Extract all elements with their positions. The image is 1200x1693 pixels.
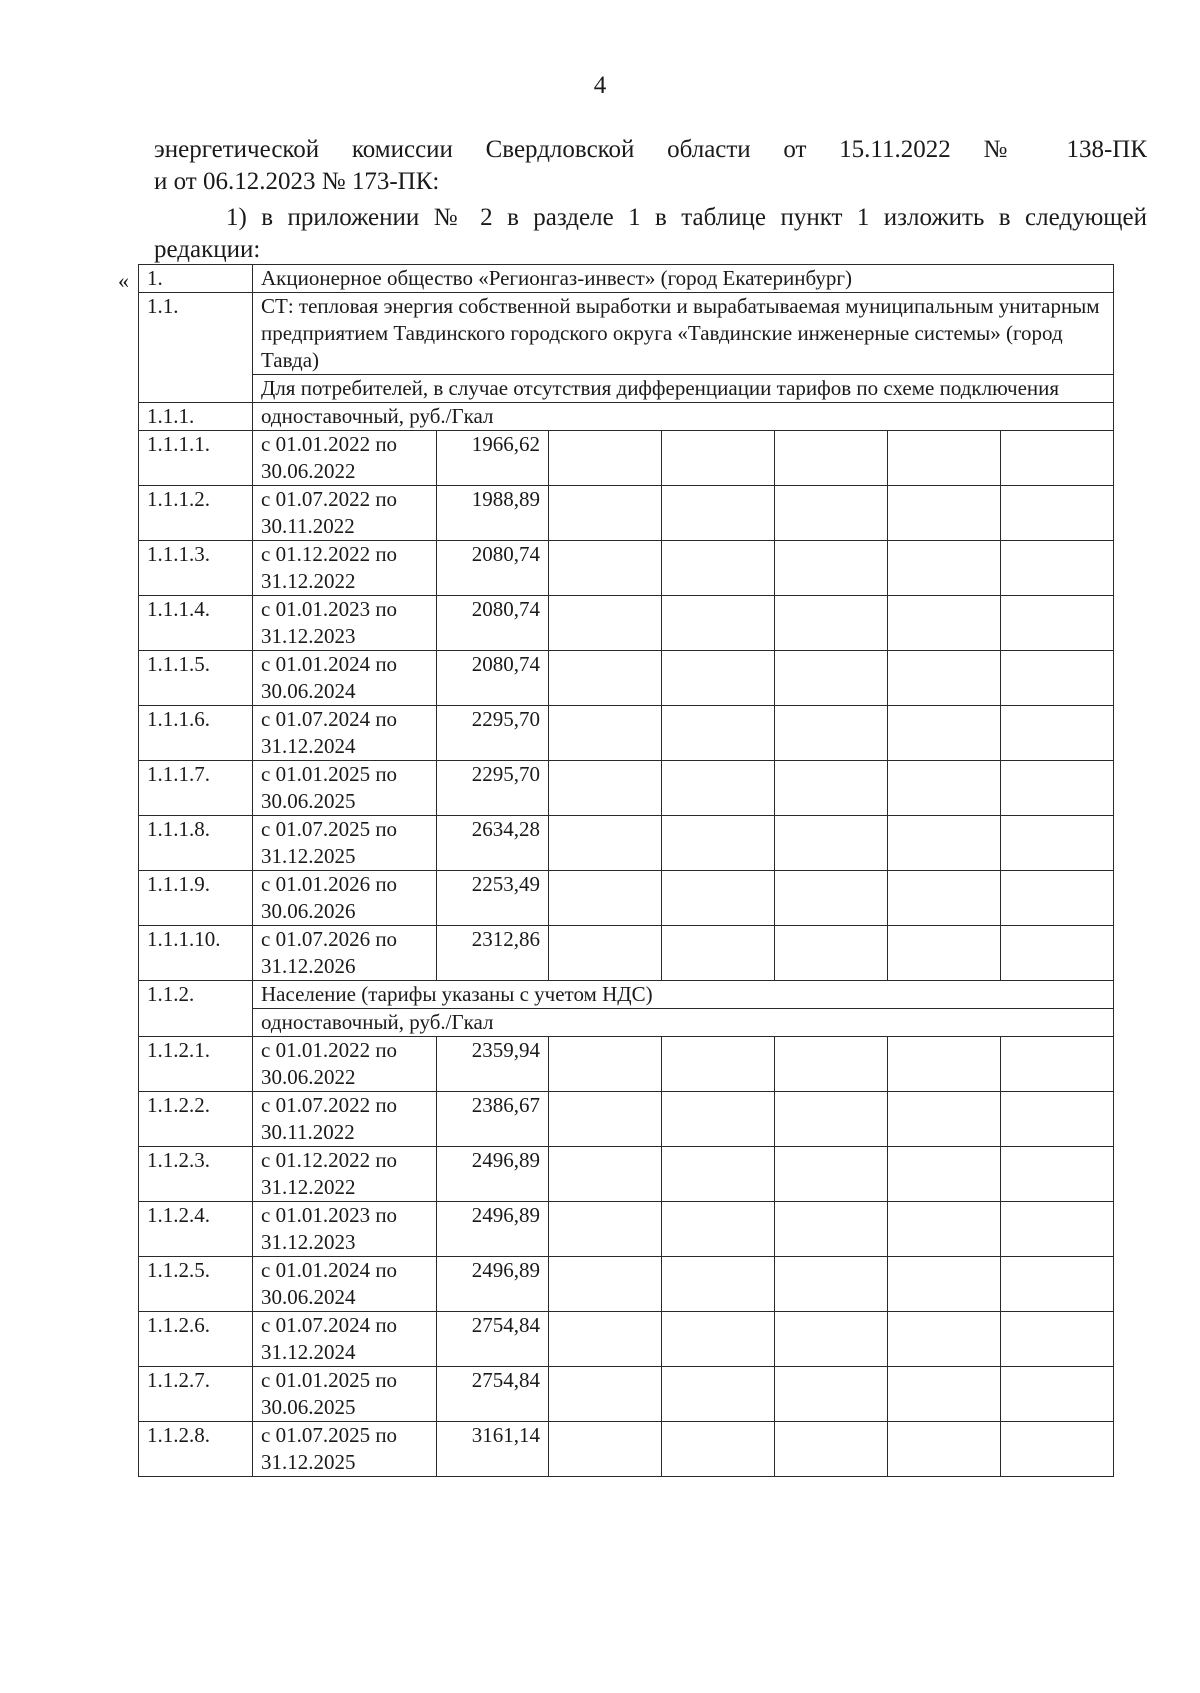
empty-cell [662,431,775,486]
empty-cell [1001,431,1114,486]
empty-cell [549,651,662,706]
empty-cell [775,926,888,981]
period: с 01.01.2025 по 30.06.2025 [253,1367,437,1422]
period: с 01.07.2022 по 30.11.2022 [253,486,437,541]
tariff-row [139,541,1114,596]
empty-cell [662,1257,775,1312]
empty-cell [888,1422,1001,1477]
row-number: 1.1.2.5. [139,1257,253,1312]
page-number: 4 [593,72,607,99]
intro-paragraph [154,134,1147,198]
empty-cell [888,1202,1001,1257]
tariff-row [139,1202,1114,1257]
empty-cell [775,871,888,926]
amendment-paragraph [154,202,1147,266]
empty-cell [1001,926,1114,981]
period: с 01.07.2024 по 31.12.2024 [253,706,437,761]
period: с 01.01.2024 по 30.06.2024 [253,651,437,706]
empty-cell [662,486,775,541]
tariff-value: 1966,62 [437,431,549,486]
empty-cell [1001,1092,1114,1147]
empty-cell [888,706,1001,761]
empty-cell [549,816,662,871]
empty-cell [1001,871,1114,926]
period: с 01.01.2022 по 30.06.2022 [253,1037,437,1092]
row-number: 1.1.1.4. [139,596,253,651]
tariff-value: 2080,74 [437,541,549,596]
tariff-value: 2496,89 [437,1202,549,1257]
tariff-row [139,926,1114,981]
empty-cell [1001,541,1114,596]
empty-cell [549,1257,662,1312]
empty-cell [549,1037,662,1092]
empty-cell [775,816,888,871]
opening-quote: « [118,268,129,293]
empty-cell [775,706,888,761]
empty-cell [549,431,662,486]
row-number: 1.1.2.1. [139,1037,253,1092]
period: с 01.01.2025 по 30.06.2025 [253,761,437,816]
empty-cell [888,1257,1001,1312]
empty-cell [662,1367,775,1422]
empty-cell [549,926,662,981]
empty-cell [1001,1147,1114,1202]
empty-cell [1001,1312,1114,1367]
empty-cell [888,1092,1001,1147]
empty-cell [775,1367,888,1422]
empty-cell [549,1147,662,1202]
period: с 01.12.2022 по 31.12.2022 [253,541,437,596]
tariff-value: 2754,84 [437,1367,549,1422]
row-number: 1.1.2.3. [139,1147,253,1202]
empty-cell [775,1312,888,1367]
empty-cell [888,486,1001,541]
rate-type-row [139,1009,1114,1037]
empty-cell [775,1092,888,1147]
tariff-value: 2295,70 [437,706,549,761]
row-number: 1.1.1.6. [139,706,253,761]
empty-cell [1001,816,1114,871]
tariff-value: 2359,94 [437,1037,549,1092]
empty-cell [775,1037,888,1092]
period: с 01.01.2023 по 31.12.2023 [253,596,437,651]
tariff-row [139,1147,1114,1202]
empty-cell [662,1147,775,1202]
empty-cell [888,651,1001,706]
tariff-value: 2634,28 [437,816,549,871]
service-description: СТ: тепловая энергия собственной выработки и вырабатываемая муниципальным унитарным предприятием Тавдинского городского округа «Тавдинские инженерные системы» (город Тавда) [253,293,1114,375]
row-number: 1. [139,265,253,293]
empty-cell [549,1367,662,1422]
tariff-row [139,706,1114,761]
period: с 01.07.2026 по 31.12.2026 [253,926,437,981]
consumers-row [139,375,1114,403]
tariff-value: 2253,49 [437,871,549,926]
tariff-row [139,1257,1114,1312]
row-number: 1.1.1.1. [139,431,253,486]
empty-cell [888,1367,1001,1422]
row-number: 1.1.1.10. [139,926,253,981]
period: с 01.12.2022 по 31.12.2022 [253,1147,437,1202]
row-number: 1.1.2.2. [139,1092,253,1147]
row-number: 1.1.1.5. [139,651,253,706]
row-number: 1.1. [139,293,253,403]
row-number: 1.1.1.3. [139,541,253,596]
empty-cell [888,1147,1001,1202]
org-row [139,265,1114,293]
empty-cell [1001,706,1114,761]
row-number: 1.1.2.7. [139,1367,253,1422]
empty-cell [1001,1257,1114,1312]
empty-cell [888,1037,1001,1092]
row-number: 1.1.2.6. [139,1312,253,1367]
period: с 01.01.2023 по 31.12.2023 [253,1202,437,1257]
tariff-row [139,651,1114,706]
tariff-value: 2312,86 [437,926,549,981]
population-description: Население (тарифы указаны с учетом НДС) [253,981,1114,1009]
empty-cell [662,651,775,706]
tariff-row [139,871,1114,926]
empty-cell [775,431,888,486]
row-number: 1.1.1.7. [139,761,253,816]
tariff-row [139,1367,1114,1422]
empty-cell [662,1037,775,1092]
empty-cell [549,871,662,926]
tariff-row [139,1422,1114,1477]
row-number: 1.1.1.8. [139,816,253,871]
tariff-row [139,1037,1114,1092]
empty-cell [1001,761,1114,816]
tariff-row [139,816,1114,871]
empty-cell [775,1422,888,1477]
empty-cell [775,1202,888,1257]
consumers-description: Для потребителей, в случае отсутствия дифференциации тарифов по схеме подключения [253,375,1114,403]
service-row [139,293,1114,375]
empty-cell [662,1312,775,1367]
empty-cell [549,1312,662,1367]
empty-cell [662,926,775,981]
tariff-value: 2754,84 [437,1312,549,1367]
row-number: 1.1.1.2. [139,486,253,541]
empty-cell [888,596,1001,651]
empty-cell [1001,486,1114,541]
empty-cell [662,1422,775,1477]
empty-cell [662,871,775,926]
period: с 01.01.2026 по 30.06.2026 [253,871,437,926]
period: с 01.01.2024 по 30.06.2024 [253,1257,437,1312]
amendment-line-1: 1) в приложении № 2 в разделе 1 в таблице пункт 1 изложить в следующей [226,204,1147,231]
empty-cell [888,926,1001,981]
empty-cell [1001,1367,1114,1422]
amendment-line-2: редакции: [154,236,261,263]
empty-cell [1001,1202,1114,1257]
tariff-value: 2496,89 [437,1257,549,1312]
tariff-table [138,264,1114,1477]
tariff-row [139,1092,1114,1147]
intro-line-1: энергетической комиссии Свердловской области от 15.11.2022 № 138-ПК [154,136,1147,163]
row-number: 1.1.2.8. [139,1422,253,1477]
empty-cell [662,816,775,871]
period: с 01.01.2022 по 30.06.2022 [253,431,437,486]
empty-cell [1001,1422,1114,1477]
rate-type: одноставочный, руб./Гкал [253,1009,1114,1037]
empty-cell [1001,596,1114,651]
empty-cell [662,541,775,596]
empty-cell [662,1202,775,1257]
period: с 01.07.2022 по 30.11.2022 [253,1092,437,1147]
period: с 01.07.2025 по 31.12.2025 [253,816,437,871]
empty-cell [1001,1037,1114,1092]
tariff-row [139,596,1114,651]
empty-cell [888,431,1001,486]
empty-cell [549,486,662,541]
empty-cell [775,596,888,651]
org-name: Акционерное общество «Регионгаз-инвест» (город Екатеринбург) [253,265,1114,293]
empty-cell [775,761,888,816]
empty-cell [888,816,1001,871]
period: с 01.07.2025 по 31.12.2025 [253,1422,437,1477]
tariff-row [139,486,1114,541]
tariff-row [139,1312,1114,1367]
tariff-value: 2386,67 [437,1092,549,1147]
tariff-value: 2080,74 [437,596,549,651]
empty-cell [775,486,888,541]
empty-cell [775,1257,888,1312]
row-number: 1.1.2. [139,981,253,1037]
empty-cell [549,1422,662,1477]
tariff-value: 1988,89 [437,486,549,541]
empty-cell [549,596,662,651]
row-number: 1.1.1. [139,403,253,431]
empty-cell [888,761,1001,816]
empty-cell [549,541,662,596]
population-row [139,981,1114,1009]
tariff-value: 2496,89 [437,1147,549,1202]
tariff-value: 2295,70 [437,761,549,816]
tariff-row [139,431,1114,486]
empty-cell [775,651,888,706]
rate-type-row [139,403,1114,431]
empty-cell [662,706,775,761]
period: с 01.07.2024 по 31.12.2024 [253,1312,437,1367]
empty-cell [662,1092,775,1147]
intro-line-2: и от 06.12.2023 № 173-ПК: [154,168,440,195]
empty-cell [888,541,1001,596]
empty-cell [888,1312,1001,1367]
empty-cell [775,541,888,596]
empty-cell [775,1147,888,1202]
empty-cell [1001,651,1114,706]
row-number: 1.1.1.9. [139,871,253,926]
empty-cell [549,1092,662,1147]
tariff-value: 3161,14 [437,1422,549,1477]
empty-cell [662,596,775,651]
tariff-row [139,761,1114,816]
empty-cell [549,1202,662,1257]
row-number: 1.1.2.4. [139,1202,253,1257]
empty-cell [549,761,662,816]
rate-type: одноставочный, руб./Гкал [253,403,1114,431]
empty-cell [662,761,775,816]
tariff-value: 2080,74 [437,651,549,706]
empty-cell [888,871,1001,926]
empty-cell [549,706,662,761]
